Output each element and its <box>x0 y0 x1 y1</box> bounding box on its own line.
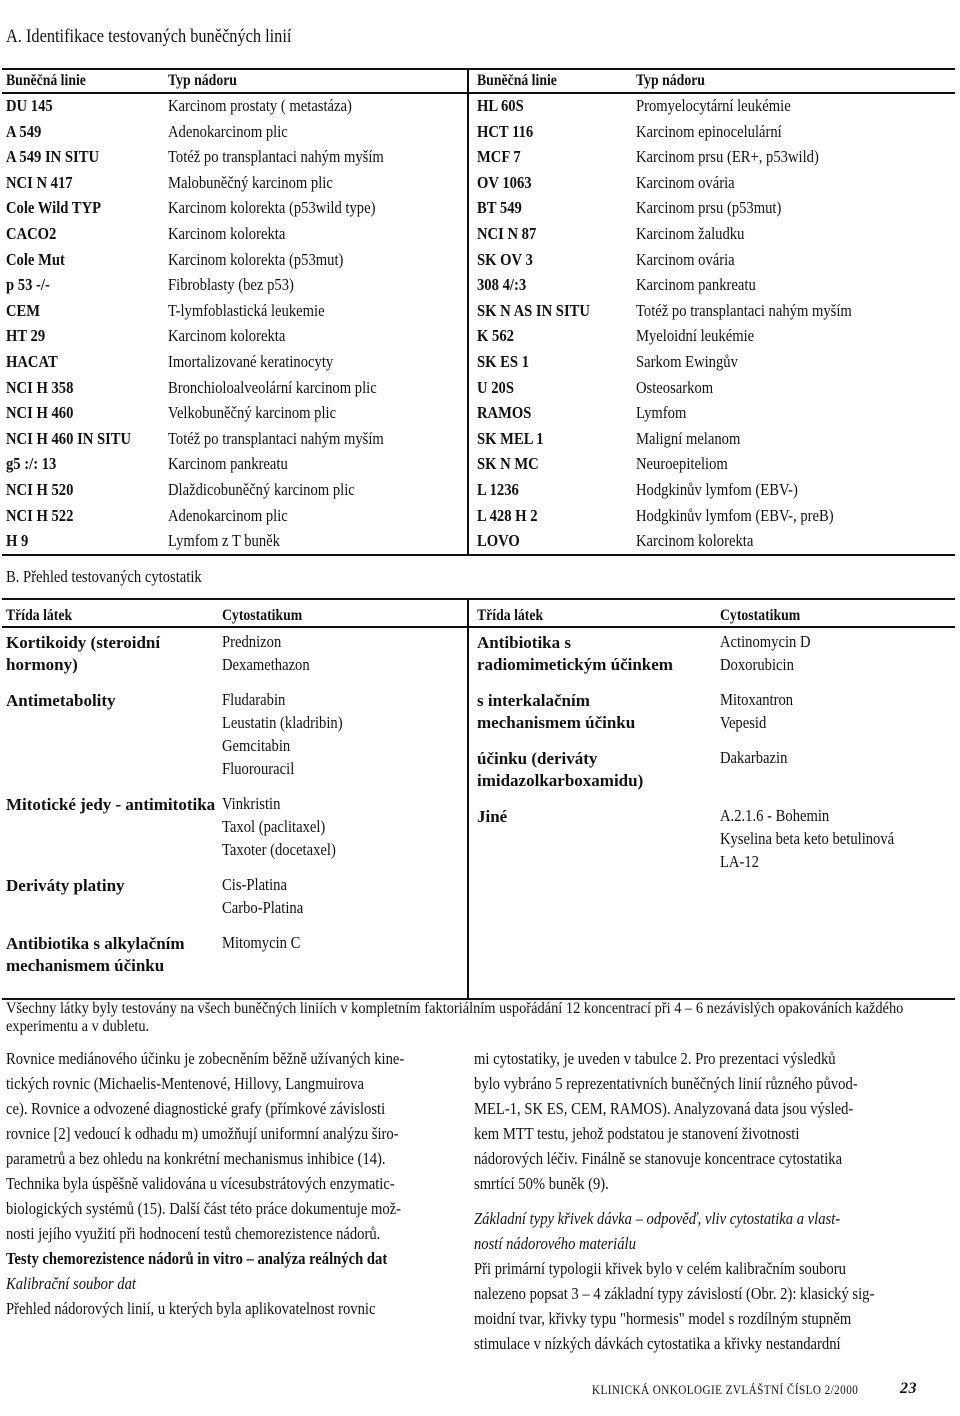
tumor-type: Maligní melanom <box>636 429 741 448</box>
cell-line-code: HACAT <box>6 352 58 371</box>
cell-line-code: OV 1063 <box>477 173 532 192</box>
tumor-type: Karcinom kolorekta <box>636 531 754 550</box>
drug-name: Taxol (paclitaxel) <box>222 817 326 836</box>
drug-name: Gemcitabin <box>222 736 291 755</box>
tumor-type: Karcinom kolorekta <box>168 224 286 243</box>
table-a-header-type: Typ nádoru <box>168 72 237 89</box>
tumor-type: Bronchioloalveolární karcinom plic <box>168 378 377 397</box>
cell-line-code: MCF 7 <box>477 147 521 166</box>
cell-line-code: NCI N 87 <box>477 224 537 243</box>
table-a-top-rule <box>2 68 955 70</box>
cell-line-code: HL 60S <box>477 96 524 115</box>
cell-line-code: NCI H 522 <box>6 506 74 525</box>
cell-line-code: Cole Wild TYP <box>6 198 102 217</box>
cell-line-code: CACO2 <box>6 224 57 243</box>
table-a-divider <box>467 68 469 554</box>
cell-line-code: A 549 IN SITU <box>6 147 100 166</box>
table-b-header-class-2: Třída látek <box>477 607 544 624</box>
paragraph-line: ce). Rovnice a odvozené diagnostické grafy (přímkové závislosti <box>6 1099 386 1118</box>
cell-line-code: 308 4/:3 <box>477 275 527 294</box>
tumor-type: Adenokarcinom plic <box>168 506 288 525</box>
table-b-divider <box>467 598 469 998</box>
tumor-type: Karcinom kolorekta <box>168 326 286 345</box>
drug-class: Antibiotika s radiomimetickým účinkem <box>477 633 673 674</box>
paragraph-line: nalezeno popsat 3 – 4 základní typy závislostí (Obr. 2): klasický sig- <box>474 1284 875 1303</box>
tumor-type: Karcinom kolorekta (p53mut) <box>168 250 344 269</box>
cell-line-code: NCI H 520 <box>6 480 74 499</box>
paragraph-line: MEL-1, SK ES, CEM, RAMOS). Analyzovaná data jsou výsled- <box>474 1099 854 1118</box>
tumor-type: Fibroblasty (bez p53) <box>168 275 294 294</box>
drug-name: Taxoter (docetaxel) <box>222 840 336 859</box>
cell-line-code: L 1236 <box>477 480 519 499</box>
drug-class: účinku (deriváty imidazolkarboxamidu) <box>477 749 644 790</box>
subsection-heading: Základní typy křivek dávka – odpověď, vliv cytostatika a vlast- <box>474 1209 841 1228</box>
cell-line-code: LOVO <box>477 531 520 550</box>
tumor-type: Karcinom prostaty ( metastáza) <box>168 96 352 115</box>
tumor-type: Lymfom z T buněk <box>168 531 280 550</box>
tumor-type: Osteosarkom <box>636 378 714 397</box>
cell-line-code: NCI N 417 <box>6 173 73 192</box>
tumor-type: Hodgkinův lymfom (EBV-, preB) <box>636 506 834 525</box>
paragraph-line: rovnice [2] vedoucí k odhadu m) umožňují uniformní analýzu širo- <box>6 1124 399 1143</box>
tumor-type: Adenokarcinom plic <box>168 122 288 141</box>
table-a-header-type-2: Typ nádoru <box>636 72 705 89</box>
drug-name: Vinkristin <box>222 794 281 813</box>
drug-name: Actinomycin D <box>720 632 811 651</box>
drug-class: Jiné <box>477 807 508 826</box>
subsection-heading: ností nádorového materiálu <box>474 1234 636 1253</box>
drug-class: Deriváty platiny <box>6 876 125 895</box>
paragraph-line: bylo vybráno 5 reprezentativních buněčných linií různého původ- <box>474 1074 858 1093</box>
cell-line-code: HT 29 <box>6 326 46 345</box>
drug-name: Carbo-Platina <box>222 898 304 917</box>
table-a-bottom-rule <box>2 554 955 556</box>
paragraph-line: moidní tvar, křivky typu "hormesis" model s rozdílným stupněm <box>474 1309 852 1328</box>
cell-line-code: L 428 H 2 <box>477 506 538 525</box>
drug-name: Fluorouracil <box>222 759 295 778</box>
cell-line-code: U 20S <box>477 378 514 397</box>
cell-line-code: SK ES 1 <box>477 352 530 371</box>
cell-line-code: DU 145 <box>6 96 53 115</box>
drug-name: Vepesid <box>720 713 767 732</box>
tumor-type: Promyelocytární leukémie <box>636 96 791 115</box>
cell-line-code: BT 549 <box>477 198 522 217</box>
tumor-type: Malobuněčný karcinom plic <box>168 173 333 192</box>
section-a-title: A. Identifikace testovaných buněčných linií <box>6 26 292 47</box>
tumor-type: Karcinom kolorekta (p53wild type) <box>168 198 376 217</box>
cell-line-code: CEM <box>6 301 41 320</box>
footer-journal: KLINICKÁ ONKOLOGIE ZVLÁŠTNÍ ČÍSLO 2/2000 <box>592 1382 859 1397</box>
table-b-top-rule <box>2 598 955 600</box>
paragraph-line: biologických systémů (15). Další část této práce dokumentuje mož- <box>6 1199 402 1218</box>
subsection-heading: Testy chemorezistence nádorů in vitro – analýza reálných dat <box>6 1249 388 1268</box>
paragraph-line: nosti jejího využití při hodnocení testů chemorezistence nádorů. <box>6 1224 381 1243</box>
cell-line-code: NCI H 460 IN SITU <box>6 429 132 448</box>
drug-class: Antimetabolity <box>6 691 116 710</box>
drug-class: s interkalačním mechanismem účinku <box>477 691 636 732</box>
cell-line-code: K 562 <box>477 326 514 345</box>
cell-line-code: RAMOS <box>477 403 532 422</box>
cell-line-code: SK N AS IN SITU <box>477 301 590 320</box>
cell-line-code: Cole Mut <box>6 250 65 269</box>
tumor-type: Karcinom prsu (ER+, p53wild) <box>636 147 819 166</box>
paragraph-line: Technika byla úspěšně validována u vícesubstrátových enzymatic- <box>6 1174 395 1193</box>
paragraph-line: Přehled nádorových linií, u kterých byla aplikovatelnost rovnic <box>6 1299 376 1318</box>
tumor-type: Karcinom ovária <box>636 250 735 269</box>
tumor-type: Totéž po transplantaci nahým myším <box>636 301 852 320</box>
tumor-type: Velkobuněčný karcinom plic <box>168 403 337 422</box>
drug-name: Dakarbazin <box>720 748 788 767</box>
tumor-type: Karcinom žaludku <box>636 224 745 243</box>
table-a-header-rule <box>2 92 955 94</box>
tumor-type: Lymfom <box>636 403 687 422</box>
cell-line-code: A 549 <box>6 122 42 141</box>
tumor-type: T-lymfoblastická leukemie <box>168 301 325 320</box>
drug-class: Kortikoidy (steroidní hormony) <box>6 633 161 674</box>
table-b-header-drug-2: Cytostatikum <box>720 607 801 624</box>
tumor-type: Totéž po transplantaci nahým myším <box>168 147 384 166</box>
cell-line-code: H 9 <box>6 531 29 550</box>
cell-line-code: p 53 -/- <box>6 275 50 294</box>
table-b-header-drug: Cytostatikum <box>222 607 303 624</box>
drug-name: Doxorubicin <box>720 655 794 674</box>
tumor-type: Myeloidní leukémie <box>636 326 755 345</box>
drug-name: A.2.1.6 - Bohemin <box>720 806 830 825</box>
drug-name: LA-12 <box>720 852 759 871</box>
drug-class: Mitotické jedy - antimitotika <box>6 795 216 814</box>
cell-line-code: SK OV 3 <box>477 250 533 269</box>
tumor-type: Karcinom pankreatu <box>636 275 756 294</box>
paragraph-line: nádorových léčiv. Finálně se stanovuje koncentrace cytostatika <box>474 1149 843 1168</box>
drug-name: Cis-Platina <box>222 875 287 894</box>
drug-name: Leustatin (kladribin) <box>222 713 343 732</box>
paragraph-line: parametrů a bez ohledu na konkrétní mechanismus inhibice (14). <box>6 1149 386 1168</box>
drug-name: Mitomycin C <box>222 933 301 952</box>
footer-page-number: 23 <box>900 1380 917 1397</box>
cell-line-code: SK MEL 1 <box>477 429 544 448</box>
table-a-header-line-2: Buněčná linie <box>477 72 557 89</box>
table-b-header-class: Třída látek <box>6 607 73 624</box>
tumor-type: Karcinom pankreatu <box>168 454 288 473</box>
cell-line-code: NCI H 358 <box>6 378 74 397</box>
paragraph-line: stimulace v nízkých dávkách cytostatika a křivky nestandardní <box>474 1334 841 1353</box>
tumor-type: Hodgkinův lymfom (EBV-) <box>636 480 798 499</box>
cell-line-code: SK N MC <box>477 454 539 473</box>
tumor-type: Dlaždicobuněčný karcinom plic <box>168 480 355 499</box>
paragraph-line: Při primární typologii křivek bylo v celém kalibračním souboru <box>474 1259 846 1278</box>
drug-class: Antibiotika s alkylačním mechanismem účinku <box>6 934 185 975</box>
drug-name: Kyselina beta keto betulinová <box>720 829 895 848</box>
cell-line-code: g5 :/: 13 <box>6 454 57 473</box>
paragraph-line: kem MTT testu, jehož podstatou je stanovení životnosti <box>474 1124 800 1143</box>
tumor-type: Karcinom ovária <box>636 173 735 192</box>
tumor-type: Totéž po transplantaci nahým myším <box>168 429 384 448</box>
paragraph-line: mi cytostatiky, je uveden v tabulce 2. Pro prezentaci výsledků <box>474 1049 836 1068</box>
drug-name: Dexamethazon <box>222 655 310 674</box>
table-a-header-line: Buněčná linie <box>6 72 86 89</box>
tumor-type: Sarkom Ewingův <box>636 352 738 371</box>
section-b-title: B. Přehled testovaných cytostatik <box>6 567 202 586</box>
subsection-subheading: Kalibrační soubor dat <box>6 1274 136 1293</box>
drug-name: Mitoxantron <box>720 690 794 709</box>
tumor-type: Imortalizované keratinocyty <box>168 352 334 371</box>
paragraph-line: smrtící 50% buněk (9). <box>474 1174 609 1193</box>
table-b-header-rule <box>2 626 955 628</box>
cell-line-code: NCI H 460 <box>6 403 74 422</box>
paragraph-line: Rovnice mediánového účinku je zobecněním běžně užívaných kine- <box>6 1049 405 1068</box>
paragraph-line: tických rovnic (Michaelis-Mentenové, Hillovy, Langmuirova <box>6 1074 364 1093</box>
tumor-type: Karcinom epinocelulární <box>636 122 782 141</box>
drug-name: Prednizon <box>222 632 282 651</box>
table-b-note: Všechny látky byly testovány na všech buněčných liniích v kompletním faktoriálním uspořádání 12 koncentrací při 4 – 6 nezávislých opakováních každého experimentu a v dubletu. <box>6 1000 904 1035</box>
cell-line-code: HCT 116 <box>477 122 534 141</box>
drug-name: Fludarabin <box>222 690 286 709</box>
tumor-type: Karcinom prsu (p53mut) <box>636 198 782 217</box>
tumor-type: Neuroepiteliom <box>636 454 728 473</box>
